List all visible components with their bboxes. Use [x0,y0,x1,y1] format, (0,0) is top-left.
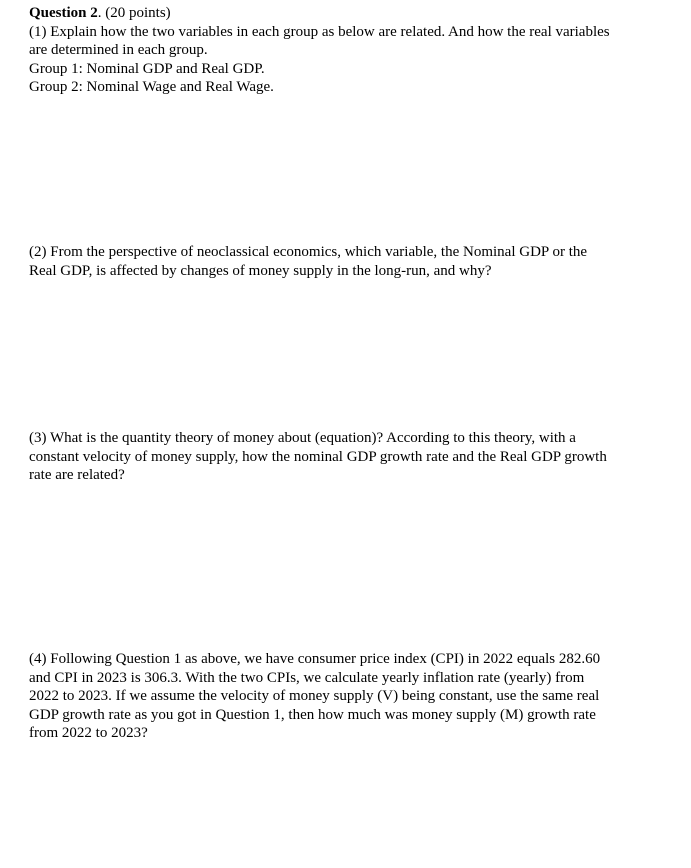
part-1-line: (1) Explain how the two variables in each group as below are related. And how the real variables [29,23,610,40]
part-1-line: are determined in each group. [29,42,208,58]
part-4-block [29,650,661,743]
part-2-line: (2) From the perspective of neoclassical economics, which variable, the Nominal GDP or the [29,244,588,260]
part-4-line: (4) Following Question 1 as above, we have consumer price index (CPI) in 2022 equals 282.60 [29,651,601,667]
part-3-line: (3) What is the quantity theory of money about (equation)? According to this theory, with a [29,430,576,446]
part-3-line: constant velocity of money supply, how the nominal GDP growth rate and the Real GDP growth [29,448,607,465]
part-3-line: rate are related? [29,467,125,483]
part-4-line: and CPI in 2023 is 306.3. With the two CPIs, we calculate yearly inflation rate (yearly) from [29,669,585,686]
part-3-block [29,429,661,485]
question-title: Question 2 [29,5,98,21]
part-4-line: 2022 to 2023. If we assume the velocity of money supply (V) being constant, use the same real [29,688,600,704]
part-1-group-1: Group 1: Nominal GDP and Real GDP. [29,60,265,77]
question-1-part-1-block [29,4,661,97]
part-2-block [29,243,661,280]
part-4-line: from 2022 to 2023? [29,725,148,741]
question-heading [29,4,661,23]
question-points: . (20 points) [97,5,171,21]
part-1-group-2: Group 2: Nominal Wage and Real Wage. [29,79,274,95]
part-2-line: Real GDP, is affected by changes of money supply in the long-run, and why? [29,262,492,279]
part-4-line: GDP growth rate as you got in Question 1, then how much was money supply (M) growth rate [29,706,596,723]
